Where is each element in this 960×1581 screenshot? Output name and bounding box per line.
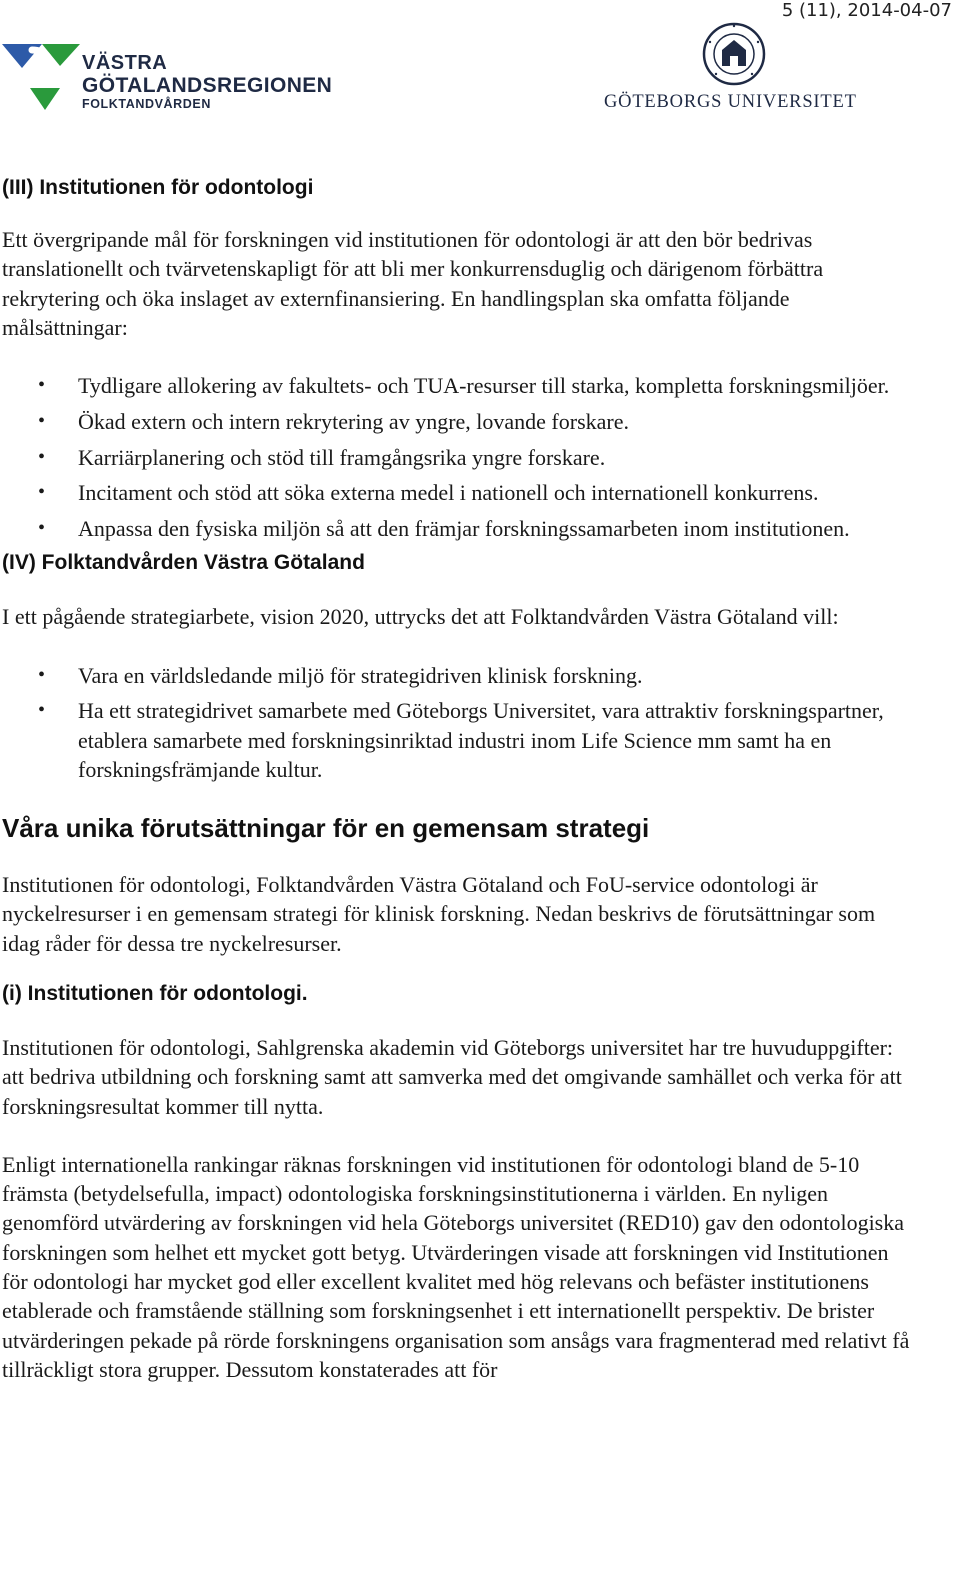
section-iv-heading: (IV) Folktandvården Västra Götaland bbox=[2, 551, 365, 575]
list-item: • Incitament och stöd att söka externa medel i nationell och internationell konkurrens. bbox=[2, 478, 912, 507]
page-number: 5 (11), 2014-04-07 bbox=[781, 0, 952, 21]
document-body bbox=[2, 170, 912, 1384]
subsection-i-heading: (i) Institutionen för odontologi. bbox=[2, 982, 308, 1005]
subsection-i-paragraph-1: Institutionen för odontologi, Sahlgrenska akademin vid Göteborgs universitet har tre huvuduppgifter: att bedriva utbildning och forskning samt att samverka med det omgivande samhället och verka för att forskningsresultat kommer till nytta. bbox=[2, 1035, 902, 1119]
list-item: • Vara en världsledande miljö för strategidriven klinisk forskning. bbox=[2, 661, 912, 690]
section-iv-intro: I ett pågående strategiarbete, vision 2020, uttrycks det att Folktandvården Västra Götaland vill: bbox=[2, 604, 839, 630]
vgr-name-line3: FOLKTANDVÅRDEN bbox=[82, 97, 211, 111]
subsection-i-paragraph-2: Enligt internationella rankingar räknas forskningen vid institutionen för odontologi bland de 5-10 främsta (betydelsefulla, impact) odontologiska forskningsinstitutionerna i världen. En nyligen genomförd utvärdering av forskningen vid hela Göteborgs universitet (RED10) gav den odontologiska forskningen som helhet ett mycket gott betyg. Utvärderingen visade att forskningen vid Institutionen för odontologi har mycket god eller excellent kvalitet med hög relevans och befäster institutionens etablerade och framstående ställning som forskningsenhet i ett internationellt perspektiv. De brister utvärderingen pekade på rörde forskningens organisation som ansågs vara fragmenterad med relativt få tillräckligt stora grupper. Dessutom konstaterades att för bbox=[2, 1151, 910, 1382]
section-iii-heading: (III) Institutionen för odontologi bbox=[2, 176, 314, 199]
list-item: • Karriärplanering och stöd till framgångsrika yngre forskare. bbox=[2, 443, 912, 472]
vgr-logo-mark-icon bbox=[2, 42, 82, 112]
section-iv-vision-list bbox=[2, 661, 912, 785]
list-item: • Anpassa den fysiska miljön så att den främjar forskningssamarbeten inom institutionen. bbox=[2, 514, 912, 543]
section-iii-goals-list bbox=[2, 371, 912, 543]
list-item: • Ökad extern och intern rekrytering av yngre, lovande forskare. bbox=[2, 407, 912, 436]
vgr-folktandvarden-logo bbox=[2, 42, 342, 114]
university-seal-icon bbox=[702, 22, 766, 86]
strategy-heading: Våra unika förutsättningar för en gemensam strategi bbox=[2, 813, 650, 844]
section-iii-intro: Ett övergripande mål för forskningen vid institutionen för odontologi är att den bör bedrivas translationellt och tvärvetenskapligt för att bli mer konkurrensduglig och därigenom förbättra rekrytering och öka inslaget av externfinansiering. En handlingsplan ska omfatta följande målsättningar: bbox=[2, 227, 824, 340]
vgr-name-line1: VÄSTRA bbox=[82, 52, 168, 74]
goteborgs-universitet-logo bbox=[600, 22, 870, 114]
vgr-name-line2: GÖTALANDSREGIONEN bbox=[82, 74, 333, 97]
university-name: GÖTEBORGS UNIVERSITET bbox=[604, 92, 857, 112]
strategy-intro: Institutionen för odontologi, Folktandvården Västra Götaland och FoU-service odontologi är nyckelresurser i en gemensam strategi för klinisk forskning. Nedan beskrivs de förutsättningar som idag råder för dessa tre nyckelresurser. bbox=[2, 872, 876, 956]
list-item: • Ha ett strategidrivet samarbete med Göteborgs Universitet, vara attraktiv forskningspartner, etablera samarbete med forskningsinriktad industri inom Life Science mm samt ha en forskningsfrämjande kultur. bbox=[2, 696, 912, 784]
list-item: • Tydligare allokering av fakultets- och TUA-resurser till starka, kompletta forskningsmiljöer. bbox=[2, 371, 912, 400]
